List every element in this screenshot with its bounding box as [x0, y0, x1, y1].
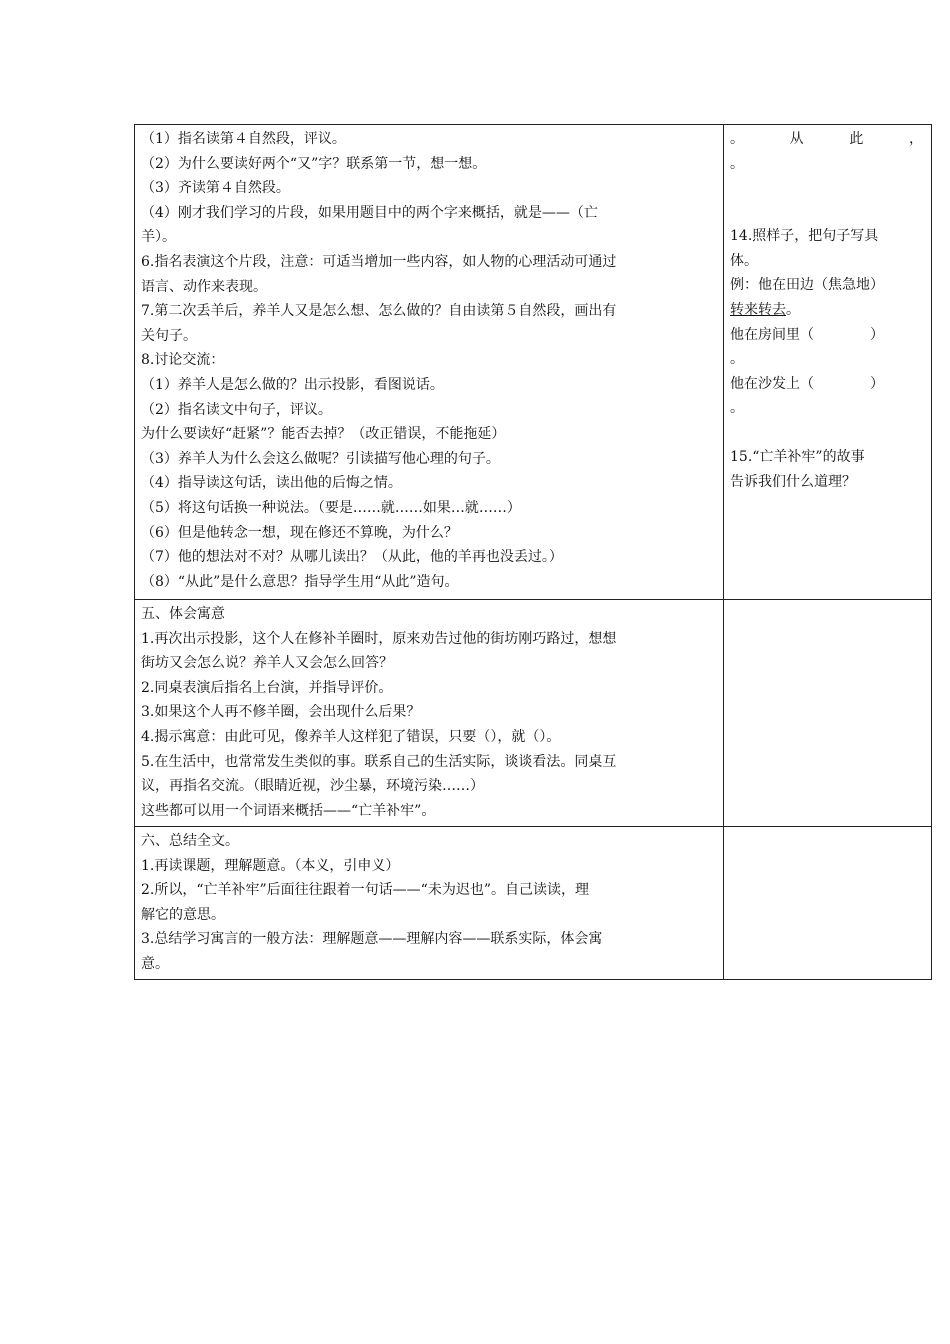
text-line: 1.再次出示投影，这个人在修补羊圈时，原来劝告过他的街坊刚巧路过，想想: [141, 630, 617, 647]
text-line: （8）“从此”是什么意思？指导学生用“从此”造句。: [141, 573, 459, 590]
text-line: 。: [730, 351, 744, 368]
table-row: [135, 827, 932, 980]
text-line: 6.指名表演这个片段，注意：可适当增加一些内容，如人物的心理活动可通过: [141, 253, 617, 270]
text-line: （4）指导读这句话，读出他的后悔之情。: [141, 475, 402, 492]
text-line: 为什么要读好“赶紧”？能否去掉？（改正错误，不能拖延）: [141, 426, 506, 443]
text-line: 7.第二次丢羊后，养羊人又是怎么想、怎么做的？自由读第５自然段，画出有: [141, 303, 617, 320]
text-line: （2）为什么要读好两个“又”字？联系第一节，想一想。: [141, 155, 487, 172]
blank-sentence-1: 他在房间里（ ）: [730, 326, 884, 343]
question-15: 15.“亡羊补牢”的故事: [730, 448, 865, 465]
blank-sentence-2: 他在沙发上（ ）: [730, 375, 884, 392]
text-line: （6）但是他转念一想，现在修还不算晚，为什么？: [141, 524, 458, 541]
text-line: 3.如果这个人再不修羊圈，会出现什么后果？: [141, 704, 421, 721]
text-line: （5）将这句话换一种说法。（要是……就……如果…就……）: [141, 499, 521, 516]
underlined-phrase: 转来转去: [730, 301, 786, 318]
example-sentence-end: 转来转去。: [730, 301, 800, 318]
text-line: 8.讨论交流：: [141, 352, 225, 369]
text-line: 。: [730, 400, 744, 417]
text-line: 2.所以，“亡羊补牢”后面往往跟着一句话——“未为迟也”。自己读读，理: [141, 882, 589, 899]
text-line: 4.揭示寓意：由此可见，像养羊人这样犯了错误，只要（），就（）。: [141, 728, 561, 745]
steps-cell: [135, 125, 724, 600]
text-line: 羊）。: [141, 229, 176, 246]
text-line: （2）指名读文中句子，评议。: [141, 401, 332, 418]
text-line: 意。: [141, 955, 169, 972]
text-line: 5.在生活中，也常常发生类似的事。联系自己的生活实际，谈谈看法。同桌互: [141, 753, 617, 770]
text-line: 。: [730, 155, 744, 172]
text-line: 这些都可以用一个词语来概括——“亡羊补牢”。: [141, 802, 436, 819]
text-line: 语言、动作来表现。: [141, 278, 267, 295]
exercise-cell: [724, 125, 932, 600]
text-line: 议，再指名交流。（眼睛近视，沙尘暴，环境污染……）: [141, 778, 484, 795]
text-line: 关句子。: [141, 327, 197, 344]
table-row: [135, 600, 932, 827]
text-line: （3）养羊人为什么会这么做呢？引读描写他心理的句子。: [141, 450, 500, 467]
summary-section-cell: [135, 827, 724, 980]
text-line: 2.同桌表演后指名上台演，并指导评价。: [141, 679, 393, 696]
text-line: 3.总结学习寓言的一般方法：理解题意——理解内容——联系实际，体会寓: [141, 931, 603, 948]
table-row: [135, 125, 932, 600]
example-sentence: 例：他在田边（焦急地）: [730, 277, 884, 294]
text-line: （1）养羊人是怎么做的？出示投影，看图说话。: [141, 376, 444, 393]
text-line: （4）刚才我们学习的片段，如果用题目中的两个字来概括，就是——（亡: [141, 204, 598, 221]
text-line: （1）指名读第４自然段，评议。: [141, 131, 346, 147]
empty-cell: [724, 600, 932, 827]
text-line: 体。: [730, 252, 758, 269]
lesson-plan-table: [134, 124, 932, 980]
text-line: （7）他的想法对不对？从哪儿读出？（从此，他的羊再也没丢过。）: [141, 549, 563, 566]
text-line: 街坊又会怎么说？养羊人又会怎么回答？: [141, 655, 393, 672]
section-heading: 六、总结全文。: [141, 833, 239, 849]
empty-cell: [724, 827, 932, 980]
text-line: 1.再读课题，理解题意。（本义，引申义）: [141, 857, 400, 874]
text-line: 解它的意思。: [141, 906, 225, 923]
text-line: 告诉我们什么道理？: [730, 473, 856, 490]
section-heading: 五、体会寓意: [141, 606, 225, 622]
question-14: 14.照样子，把句子写具: [730, 228, 879, 245]
moral-section-cell: [135, 600, 724, 827]
sentence-fill-line: 。 从 此 ，: [730, 131, 923, 147]
text-line: （3）齐读第４自然段。: [141, 180, 290, 197]
